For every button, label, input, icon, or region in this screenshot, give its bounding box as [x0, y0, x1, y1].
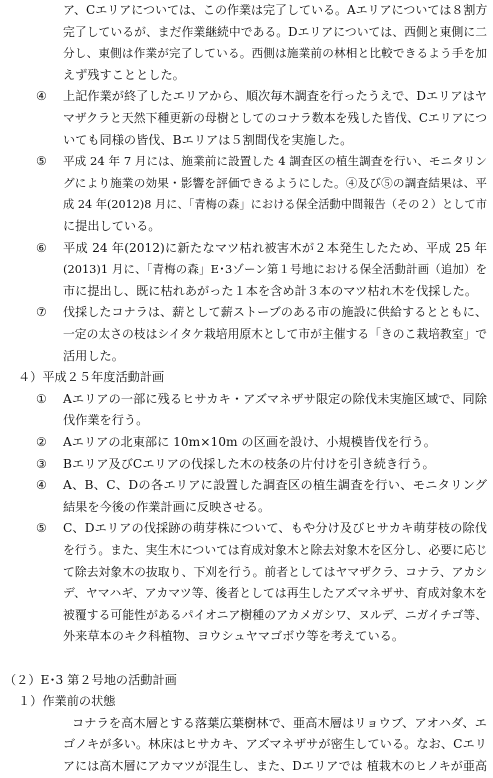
- item-marker: ⑤: [36, 154, 47, 169]
- section-heading: （２）E･3 第２号地の活動計画: [4, 672, 177, 687]
- item-marker: ③: [36, 456, 47, 471]
- text-line: 伐作業を行う。: [63, 413, 149, 428]
- text-line: 完了しているが、まだ作業継続中である。Dエリアについては、西側と東側に二: [63, 24, 487, 39]
- item-marker: ①: [36, 391, 47, 406]
- text-line: 結果を今後の作業計画に反映させる。: [63, 499, 271, 514]
- text-line: コナラを高木層とする落葉広葉樹林で、亜高木層はリョウブ、アオハダ、エ: [72, 715, 487, 730]
- text-line: て除去対象木の抜取り、下刈を行う。前者としてはヤマザクラ、コナラ、アカシ: [63, 564, 487, 579]
- text-line: 伐採したコナラは、薪として薪ストーブのある市の施設に供給するとともに、: [63, 305, 487, 320]
- text-line: A、B、C、Dの各エリアに設置した調査区の植生調査を行い、モニタリング: [63, 478, 487, 493]
- text-line: Aエリアの北東部に 10m×10m の区画を設け、小規模皆伐を行う。: [63, 435, 436, 449]
- text-line: 上記作業が終了したエリアから、順次毎木調査を行ったうえで、Dエリアはヤ: [63, 89, 487, 104]
- text-line: 平成 24 年(2012)に新たなマツ枯れ被害木が２本発生したため、平成 25 年: [63, 240, 487, 255]
- text-line: 成 24 年(2012)8 月に、「青梅の森」における保全活動中間報告（その２）として市: [63, 198, 487, 212]
- text-line: Aエリアの一部に残るヒサカキ・アズマネザサ限定の除伐未実施区域で、同除: [63, 391, 487, 406]
- text-line: いても同様の皆伐、Bエリアは５割間伐を実施した。: [63, 132, 353, 147]
- text-line: 分し、東側は作業が完了している。西側は施業前の林相と比較できるよう手を加: [63, 46, 487, 61]
- text-line: グにより施業の効果・影響を評価できるようにした。④及び⑤の調査結果は、平: [63, 175, 487, 190]
- item-marker: ⑦: [36, 305, 47, 320]
- sub-heading: １）作業前の状態: [18, 694, 116, 709]
- text-line: 活用した。: [63, 348, 124, 363]
- text-line: ゴノキが多い。林床はヒサカキ、アズマネザサが密生している。なお、Cエリ: [63, 737, 487, 752]
- text-line: 市に提出し、既に枯れあがった１本を含め計３本のマツ枯れ木を伐採した。: [63, 283, 478, 298]
- item-marker: ⑥: [36, 240, 47, 255]
- section-heading: ４）平成２５年度活動計画: [18, 370, 165, 385]
- text-line: 外来草本のキク科植物、ヨウシュヤマゴボウ等を考えている。: [63, 629, 405, 644]
- text-line: C、Dエリアの伐採跡の萌芽株について、もや分け及びヒサカキ萌芽枝の除伐: [63, 521, 487, 536]
- text-line: 被覆する可能性があるパイオニア樹種のアカメガシワ、ヌルデ、ニガイチゴ等、: [63, 607, 487, 622]
- item-marker: ④: [36, 478, 47, 493]
- text-line: 平成 24 年 7 月には、施業前に設置した 4 調査区の植生調査を行い、モニタリン: [63, 154, 487, 169]
- text-line: えず残すこととした。: [63, 67, 185, 82]
- text-line: デ、ヤマハギ、アカマツ等、後者としては再生したアズマネザサ、育成対象木を: [63, 586, 487, 601]
- text-line: を行う。また、実生木については育成対象木と除去対象木を区分し、必要に応じ: [63, 543, 488, 557]
- text-line: (2013)1 月に、「青梅の森」E･3ゾーン第１号地における保全活動計画（追加）を: [63, 262, 487, 277]
- text-line: ア、Cエリアについては、この作業は完了している。Aエリアについては８割方: [63, 3, 488, 17]
- item-marker: ②: [36, 435, 47, 449]
- item-marker: ④: [36, 89, 47, 104]
- item-marker: ⑤: [36, 521, 47, 536]
- text-line: マザクラと天然下種更新の母樹としてのコナラ数本を残した皆伐、Cエリアにつ: [63, 111, 487, 125]
- text-line: 一定の太さの枝はシイタケ栽培用原木として市が主催する「きのこ栽培教室」で: [63, 327, 488, 341]
- text-line: Bエリア及びCエリアの伐採した木の枝条の片付けを引き続き行う。: [63, 456, 435, 471]
- text-line: アには高木層にアカマツが混生し、また、Dエリアでは 植栽木のヒノキが亜高: [63, 759, 487, 773]
- text-line: に提出している。: [63, 219, 161, 233]
